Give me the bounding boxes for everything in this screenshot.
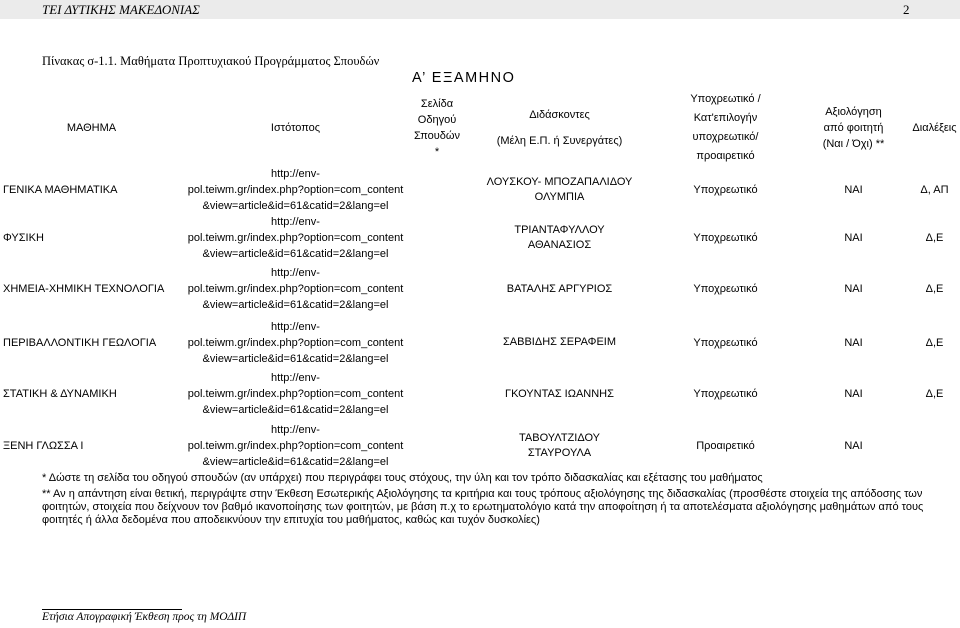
cell-guide-page (408, 316, 466, 369)
header-row (0, 90, 960, 166)
cell-teacher (466, 316, 653, 369)
cell-guide-page (408, 166, 466, 214)
footer-text: Ετήσια Απογραφική Έκθεση προς τη ΜΟΔΙΠ (42, 611, 247, 623)
cell-lectures: Δ,Ε (925, 388, 944, 400)
cell-website[interactable] (183, 262, 408, 316)
footer-rule (42, 609, 182, 610)
cell-lectures: Δ,Ε (925, 232, 944, 244)
page-number: 2 (903, 2, 910, 17)
col-subject: ΜΑΘΗΜΑ (66, 122, 117, 134)
col-guide-page: Σελίδα Οδηγού Σπουδών * (413, 98, 461, 158)
cell-teacher (466, 369, 653, 419)
col-website: Ιστότοπος (270, 122, 321, 134)
table-row (0, 419, 960, 473)
cell-teacher (466, 166, 653, 214)
cell-evaluation: ΝΑΙ (844, 440, 863, 452)
cell-evaluation: ΝΑΙ (844, 232, 863, 244)
cell-teacher (466, 214, 653, 262)
cell-course-type: Υποχρεωτικό (693, 184, 758, 196)
table-row (0, 214, 960, 262)
cell-website[interactable] (183, 369, 408, 419)
cell-guide-page (408, 262, 466, 316)
table-row (0, 369, 960, 419)
teacher-line: ΟΛΥΜΠΙΑ (534, 191, 585, 203)
cell-subject: ΧΗΜΕΙΑ-ΧΗΜΙΚΗ ΤΕΧΝΟΛΟΓΙΑ (3, 283, 165, 295)
cell-guide-page (408, 369, 466, 419)
cell-course-type: Υποχρεωτικό (693, 232, 758, 244)
url-line: http://env- (271, 267, 320, 279)
url-line: pol.teiwm.gr/index.php?option=com_content (187, 440, 404, 452)
cell-teacher (466, 262, 653, 316)
cell-guide-page (408, 214, 466, 262)
url-line: &view=article&id=61&catid=2&lang=el (202, 200, 389, 212)
cell-course-type: Προαιρετικό (696, 440, 755, 452)
cell-lectures: Δ,Ε (925, 336, 944, 349)
table-row (0, 166, 960, 214)
col-course-type: Υποχρεωτικό / Κατ'επιλογήν υποχρεωτικό/ προαιρετικό (690, 93, 761, 162)
url-line: http://env- (271, 424, 320, 436)
semester-title: Α’ ΕΞΑΜΗΝΟ (412, 70, 516, 86)
url-line: http://env- (271, 320, 320, 333)
footnote-2: ** Αν η απάντηση είναι θετική, περιγράψτε στην Έκθεση Εσωτερικής Αξιολόγησης τα κριτήρια και τους τρόπους αξιολόγησης της διδασκαλίας (προσθέστε στοιχεία της απόδοσης των φοιτητών, στοιχεία που δείχνουν τον βαθμό ικανοποίησης των φοιτητών, με βάση π.χ το ερωτηματολόγιο κατά την αποφοίτηση ή τα αποτελέσματα αξιολόγησης μαθημάτων από τους φοιτητές ή άλλα δεδομένα που αποδεικνύουν την επιτυχία του μαθήματος, καθώς και τυχόν δυσκολίες) (42, 488, 924, 526)
col-teachers: Διδάσκοντες (Μέλη Ε.Π. ή Συνεργάτες) (496, 109, 623, 147)
cell-guide-page (408, 419, 466, 473)
cell-lectures (909, 419, 960, 473)
url-line: &view=article&id=61&catid=2&lang=el (202, 248, 389, 260)
cell-website[interactable] (183, 166, 408, 214)
cell-course-type: Υποχρεωτικό (693, 388, 758, 400)
url-line: pol.teiwm.gr/index.php?option=com_content (187, 283, 404, 295)
cell-lectures: Δ, ΑΠ (920, 184, 949, 196)
courses-table (0, 90, 960, 473)
cell-subject: ΣΤΑΤΙΚΗ & ΔΥΝΑΜΙΚΗ (3, 388, 117, 400)
cell-evaluation: ΝΑΙ (844, 283, 863, 295)
footnote-1: * Δώστε τη σελίδα του οδηγού σπουδών (αν υπάρχει) που περιγράφει τους στόχους, την ύλη και τον τρόπο διδασκαλίας και εξέτασης του μαθήματος (42, 472, 763, 484)
cell-evaluation: ΝΑΙ (844, 388, 863, 400)
cell-lectures: Δ,Ε (925, 283, 944, 295)
url-line: pol.teiwm.gr/index.php?option=com_content (187, 184, 404, 196)
cell-subject: ΦΥΣΙΚΗ (3, 232, 44, 244)
cell-subject: ΞΕΝΗ ΓΛΩΣΣΑ Ι (3, 440, 84, 452)
cell-subject: ΓΕΝΙΚΑ ΜΑΘΗΜΑΤΙΚΑ (3, 184, 118, 196)
cell-teacher (466, 419, 653, 473)
cell-subject: ΠΕΡΙΒΑΛΛΟΝΤΙΚΗ ΓΕΩΛΟΓΙΑ (3, 336, 157, 349)
cell-evaluation: ΝΑΙ (844, 184, 863, 196)
teacher-line: ΑΘΑΝΑΣΙΟΣ (527, 239, 592, 251)
teacher-line: ΓΚΟΥΝΤΑΣ ΙΩΑΝΝΗΣ (505, 387, 614, 400)
page-header (0, 0, 960, 19)
cell-website[interactable] (183, 419, 408, 473)
url-line: &view=article&id=61&catid=2&lang=el (202, 352, 389, 365)
url-line: &view=article&id=61&catid=2&lang=el (202, 404, 389, 416)
teacher-line: ΤΡΙΑΝΤΑΦΥΛΛΟΥ (514, 224, 605, 236)
col-evaluation: Αξιολόγηση από φοιτητή (Ναι / Όχι) ** (822, 106, 885, 150)
url-line: http://env- (271, 216, 320, 228)
teacher-line: ΒΑΤΑΛΗΣ ΑΡΓΥΡΙΟΣ (506, 282, 613, 295)
url-line: pol.teiwm.gr/index.php?option=com_content (187, 336, 404, 349)
url-line: &view=article&id=61&catid=2&lang=el (202, 456, 389, 468)
col-lectures: Διαλέξεις (912, 122, 957, 134)
teacher-line: ΤΑΒΟΥΛΤΖΙΔΟΥ (519, 432, 600, 444)
cell-website[interactable] (183, 214, 408, 262)
url-line: http://env- (271, 168, 320, 180)
table-caption: Πίνακας σ-1.1. Μαθήματα Προπτυχιακού Προγράμματος Σπουδών (42, 54, 380, 68)
table-row (0, 316, 960, 369)
cell-website[interactable] (183, 316, 408, 369)
url-line: pol.teiwm.gr/index.php?option=com_content (187, 388, 404, 400)
url-line: http://env- (271, 372, 320, 384)
cell-course-type: Υποχρεωτικό (693, 336, 758, 349)
header-title: ΤΕΙ ΔΥΤΙΚΗΣ ΜΑΚΕΔΟΝΙΑΣ (42, 2, 200, 17)
table-row (0, 262, 960, 316)
url-line: &view=article&id=61&catid=2&lang=el (202, 299, 389, 311)
url-line: pol.teiwm.gr/index.php?option=com_content (187, 232, 404, 244)
cell-evaluation: ΝΑΙ (844, 336, 863, 349)
teacher-line: ΣΑΒΒΙΔΗΣ ΣΕΡΑΦΕΙΜ (502, 336, 617, 348)
teacher-line: ΛΟΥΣΚΟΥ- ΜΠΟΖΑΠΑΛΙΔΟΥ (486, 176, 633, 188)
cell-course-type: Υποχρεωτικό (693, 283, 758, 295)
teacher-line: ΣΤΑΥΡΟΥΛΑ (527, 447, 592, 459)
